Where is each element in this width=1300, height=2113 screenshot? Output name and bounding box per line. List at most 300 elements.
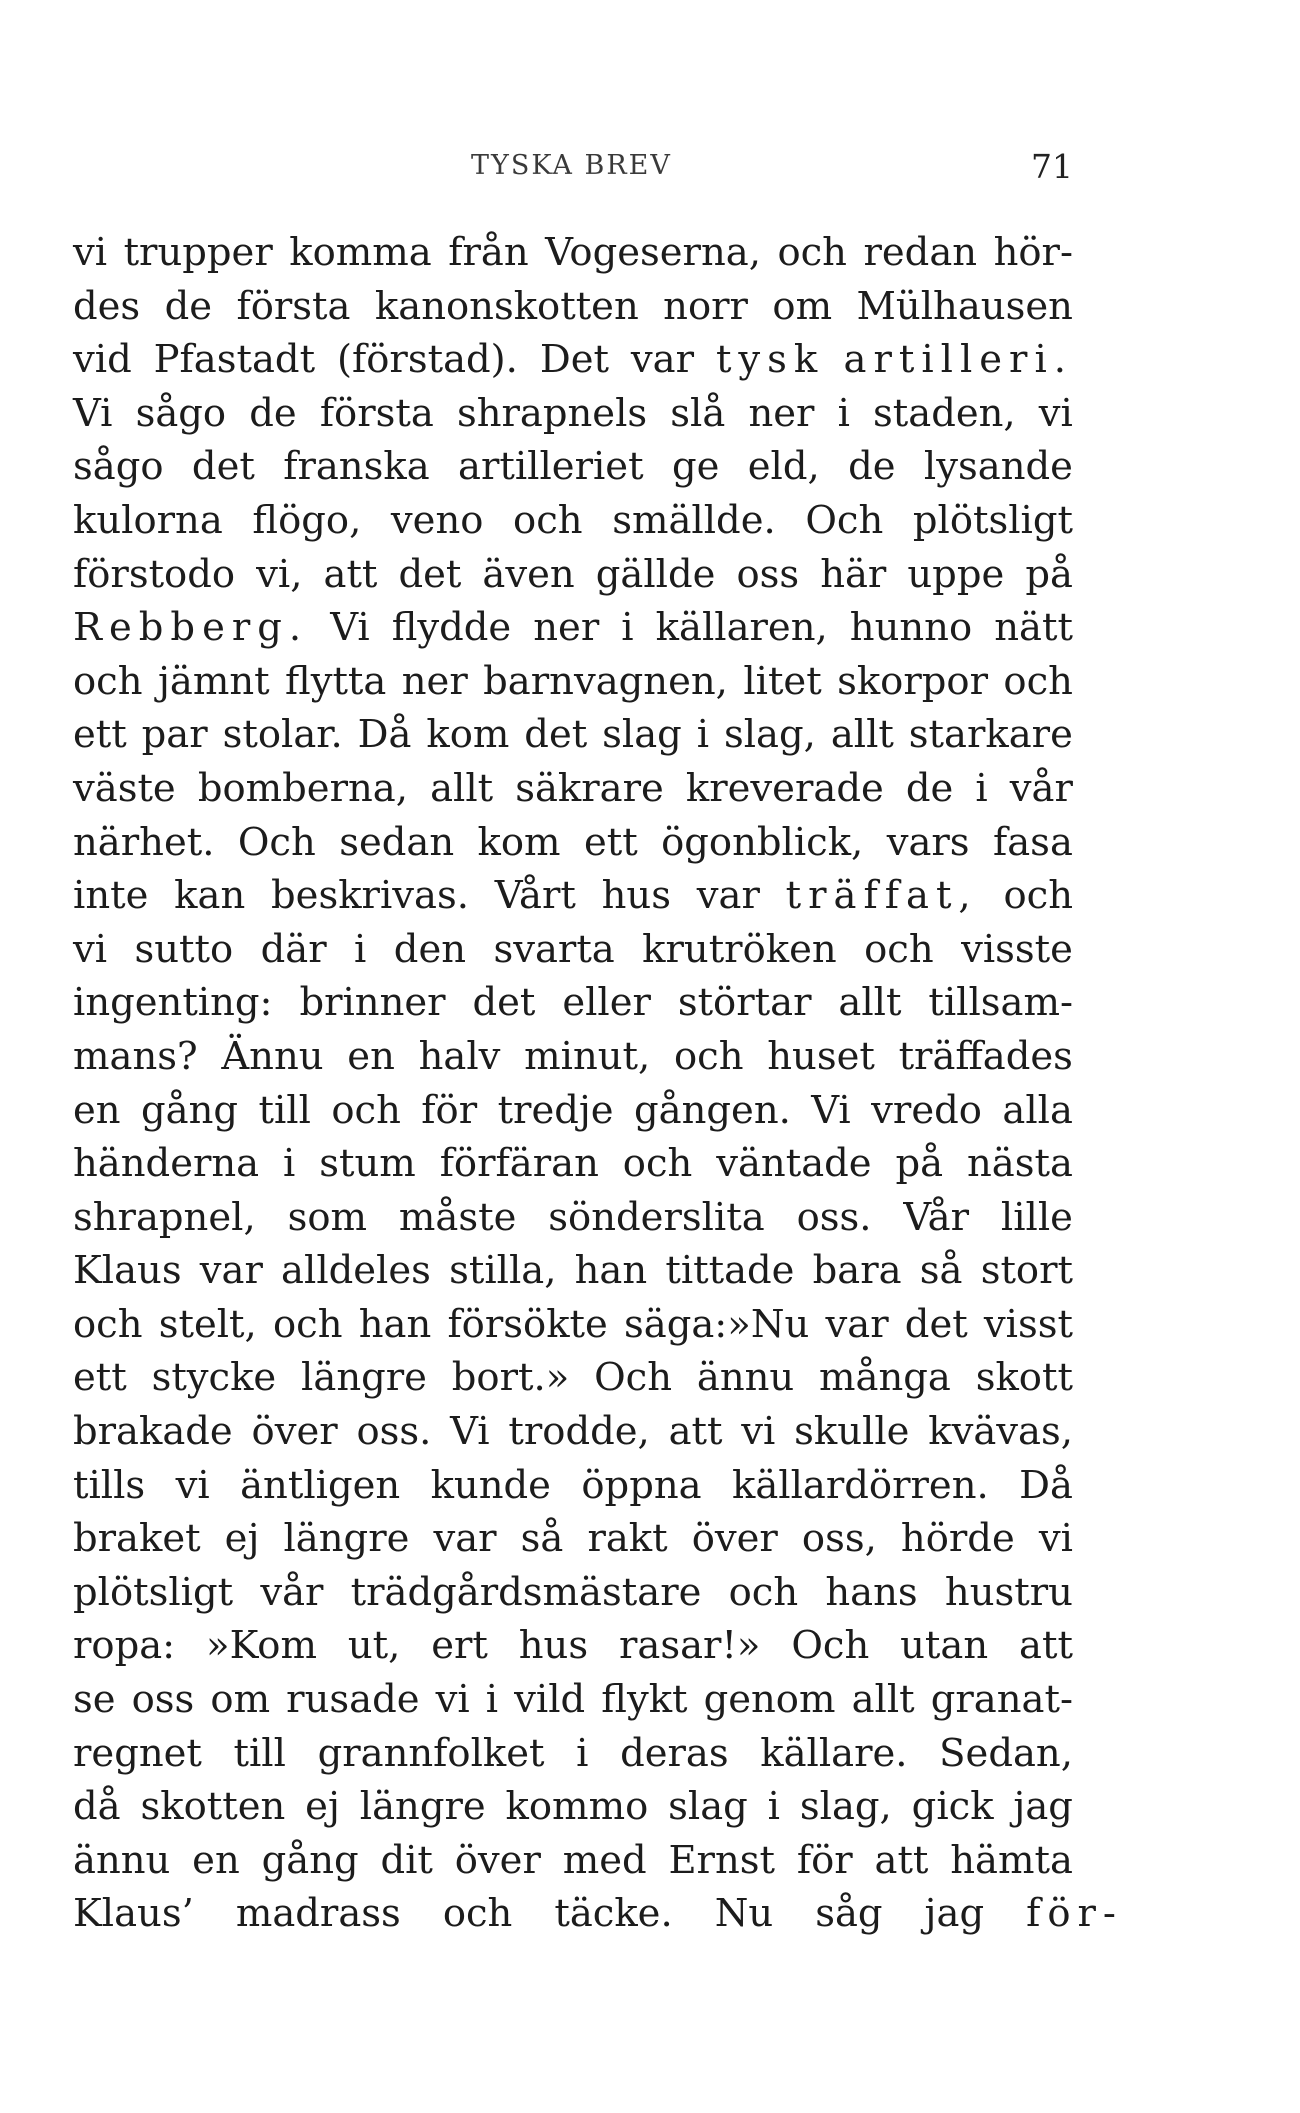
word: stilla, xyxy=(449,1248,557,1294)
word: hör- xyxy=(993,230,1073,275)
word: kom xyxy=(426,712,510,758)
word: måste xyxy=(398,1194,517,1240)
word: stolar. xyxy=(222,712,343,758)
word: bara xyxy=(812,1248,902,1294)
word: hus xyxy=(518,1623,589,1669)
word: det xyxy=(398,551,462,597)
word: de xyxy=(164,283,213,329)
word: regnet xyxy=(73,1730,202,1776)
word: kvävas, xyxy=(928,1409,1073,1455)
word: oss xyxy=(131,1677,195,1723)
word: och xyxy=(1003,658,1073,704)
word: träffat, xyxy=(785,873,978,919)
word: bomberna, xyxy=(197,765,408,811)
word: oss. xyxy=(356,1409,432,1455)
word: och xyxy=(73,1301,143,1347)
word: gång xyxy=(261,1837,359,1883)
word: Mülhausen xyxy=(856,283,1073,329)
word: hans xyxy=(825,1569,918,1615)
word: Vogeserna, xyxy=(545,230,761,275)
word: hustru xyxy=(944,1569,1073,1615)
word: vi xyxy=(175,1462,210,1508)
word: kulorna xyxy=(73,497,223,543)
word: han xyxy=(358,1301,432,1347)
word: öppna xyxy=(581,1462,702,1508)
word: starkare xyxy=(908,712,1073,758)
word: var xyxy=(433,1516,497,1562)
word: Klaus’ xyxy=(73,1891,194,1937)
word: rakt xyxy=(587,1516,668,1562)
text-line xyxy=(73,1459,1073,1513)
word: vår xyxy=(260,1569,324,1615)
word: visst xyxy=(983,1301,1073,1347)
word: Klaus xyxy=(73,1248,182,1294)
word: lille xyxy=(1000,1194,1073,1240)
word: det xyxy=(524,712,588,758)
word: om xyxy=(772,283,833,329)
word: kreverade xyxy=(685,765,884,811)
word: minut, xyxy=(524,1033,651,1079)
word: var xyxy=(825,1301,889,1347)
word: var xyxy=(696,873,760,919)
word: i xyxy=(621,605,634,651)
word: ge xyxy=(671,444,720,490)
word: ner xyxy=(533,605,600,651)
word: och xyxy=(331,1087,401,1133)
word: väntade xyxy=(716,1141,872,1187)
word: stycke xyxy=(151,1355,277,1401)
word: i xyxy=(485,1677,499,1723)
word: flögo, xyxy=(252,497,362,543)
text-line xyxy=(73,333,1073,387)
word: vi xyxy=(1038,1516,1073,1562)
word: tillsam- xyxy=(928,980,1073,1026)
word: gällde xyxy=(595,551,716,597)
word: vi xyxy=(741,1409,776,1455)
word: allt xyxy=(830,712,894,758)
word: i xyxy=(576,1730,589,1776)
word: trodde, xyxy=(508,1409,650,1455)
word: och xyxy=(73,658,143,704)
text-line xyxy=(73,976,1073,1030)
word: det xyxy=(472,980,536,1026)
word: sutto xyxy=(134,926,234,972)
word: »Kom xyxy=(206,1623,317,1669)
word: skulle xyxy=(794,1409,910,1455)
word: träffades xyxy=(898,1033,1073,1079)
text-line xyxy=(73,387,1073,441)
word: allt xyxy=(838,980,902,1026)
text-line xyxy=(73,1030,1073,1084)
word: Vi xyxy=(330,605,370,651)
page-number: 71 xyxy=(1031,147,1073,186)
text-line xyxy=(73,494,1073,548)
word: över xyxy=(691,1516,778,1562)
word: trädgårdsmästare xyxy=(350,1569,702,1615)
word: oss. xyxy=(796,1194,872,1240)
word: hus xyxy=(601,873,671,919)
word: nätt xyxy=(994,605,1073,651)
word: se xyxy=(73,1677,116,1723)
word: en xyxy=(73,1087,121,1133)
word: att xyxy=(874,1837,929,1883)
word: mans? xyxy=(73,1033,198,1079)
word: stelt, xyxy=(158,1301,257,1347)
word: redan xyxy=(863,230,978,275)
word: var xyxy=(630,337,695,383)
word: den xyxy=(393,926,467,972)
text-line xyxy=(73,762,1073,816)
text-line xyxy=(73,1351,1073,1405)
word: fasa xyxy=(992,819,1073,865)
word: Och xyxy=(594,1355,673,1401)
running-head: TYSKA BREV xyxy=(471,150,672,181)
word: till xyxy=(258,1087,311,1133)
word: dit xyxy=(380,1837,433,1883)
word: artilleriet xyxy=(458,444,644,490)
word: staden, xyxy=(873,390,1016,436)
word: vår xyxy=(1009,765,1073,811)
word: på xyxy=(895,1141,944,1187)
word: ett xyxy=(73,1355,127,1401)
word: litet xyxy=(743,658,822,704)
word: Och xyxy=(237,819,316,865)
word: de xyxy=(249,390,297,436)
word: att xyxy=(1019,1623,1073,1669)
word: flytta xyxy=(285,658,387,704)
word: veno xyxy=(390,497,484,543)
word: sönderslita xyxy=(548,1194,765,1240)
word: vi xyxy=(435,1677,470,1723)
word: franska xyxy=(283,444,430,490)
word: oss xyxy=(736,551,800,597)
word: vi xyxy=(1038,390,1073,436)
word: krutröken xyxy=(642,926,837,972)
word: det xyxy=(191,444,255,490)
word: händerna xyxy=(73,1141,260,1187)
text-line xyxy=(73,1137,1073,1191)
word: förstodo xyxy=(73,551,236,597)
word: hunno xyxy=(849,605,973,651)
text-line xyxy=(73,226,1073,280)
word: vi xyxy=(73,230,108,275)
word: brakade xyxy=(73,1409,233,1455)
word: skorpor xyxy=(837,658,988,704)
word: och xyxy=(442,1891,513,1937)
word: tysk artilleri. xyxy=(715,337,1073,383)
word: alldeles xyxy=(281,1248,431,1294)
word: ner xyxy=(748,390,815,436)
word: Och xyxy=(805,497,884,543)
word: slag, xyxy=(799,1784,892,1830)
word: med xyxy=(562,1837,647,1883)
word: (förstad). xyxy=(336,337,518,383)
text-line xyxy=(73,1780,1073,1834)
word: att xyxy=(668,1409,723,1455)
word: halv xyxy=(418,1033,501,1079)
word: i xyxy=(354,926,367,972)
word: att xyxy=(323,551,378,597)
word: en xyxy=(347,1033,395,1079)
word: kom xyxy=(477,819,561,865)
word: hörde xyxy=(900,1516,1015,1562)
text-line xyxy=(73,601,1073,655)
word: och xyxy=(864,926,934,972)
word: skott xyxy=(975,1355,1073,1401)
word: även xyxy=(482,551,575,597)
word: smällde. xyxy=(612,497,776,543)
word: grannfolket xyxy=(317,1730,545,1776)
word: längre xyxy=(301,1355,427,1401)
word: rusade xyxy=(286,1677,420,1723)
word: svarta xyxy=(493,926,615,972)
text-line xyxy=(73,1244,1073,1298)
word: många xyxy=(819,1355,951,1401)
word: förfäran xyxy=(439,1141,599,1187)
word: vi xyxy=(73,926,108,972)
word: jag xyxy=(1013,1784,1073,1830)
word: nästa xyxy=(966,1141,1073,1187)
word: visste xyxy=(961,926,1073,972)
word: täcke. xyxy=(554,1891,673,1937)
word: såg xyxy=(815,1891,883,1937)
text-line xyxy=(73,1084,1073,1138)
word: källare. xyxy=(760,1730,908,1776)
word: Rebberg. xyxy=(73,605,309,651)
word: ner xyxy=(401,658,468,704)
word: huset xyxy=(767,1033,875,1079)
word: ej xyxy=(224,1516,260,1562)
word: i xyxy=(975,765,988,811)
word: tills xyxy=(73,1462,146,1508)
word: som xyxy=(287,1194,368,1240)
word: och xyxy=(513,497,583,543)
word: källaren, xyxy=(655,605,828,651)
word: Nu xyxy=(714,1891,774,1937)
word: första xyxy=(319,390,434,436)
word: första xyxy=(236,283,351,329)
text-line xyxy=(73,1727,1073,1781)
word: källardörren. xyxy=(732,1462,989,1508)
word: sågo xyxy=(73,444,164,490)
word: plötsligt xyxy=(912,497,1073,543)
text-line xyxy=(73,440,1073,494)
word: oss, xyxy=(801,1516,877,1562)
word: ej xyxy=(305,1784,340,1830)
word: längre xyxy=(283,1516,410,1562)
word: för xyxy=(421,1087,478,1133)
word: slag, xyxy=(723,712,816,758)
word: eller xyxy=(562,980,651,1026)
word: plötsligt xyxy=(73,1569,234,1615)
word: vars xyxy=(886,819,970,865)
word: gång xyxy=(141,1087,239,1133)
word: Vårt xyxy=(494,873,576,919)
word: granat- xyxy=(930,1677,1073,1723)
word: Ännu xyxy=(221,1033,324,1079)
word: äntligen xyxy=(240,1462,401,1508)
word: Vår xyxy=(903,1194,970,1240)
word: ögonblick, xyxy=(661,819,864,865)
word: shrapnels xyxy=(456,390,648,436)
word: jämnt xyxy=(157,658,270,704)
word: kommo xyxy=(505,1784,649,1830)
word: bort.» xyxy=(451,1355,570,1401)
word: ut, xyxy=(347,1623,401,1669)
word: över xyxy=(454,1837,541,1883)
word: flydde xyxy=(391,605,512,651)
word: beskrivas. xyxy=(271,873,469,919)
word: vid xyxy=(73,337,132,383)
word: Vi xyxy=(73,390,113,436)
word: trupper xyxy=(123,230,273,275)
text-line xyxy=(73,1673,1073,1727)
word: var xyxy=(199,1248,263,1294)
text-line xyxy=(73,1191,1073,1245)
text-line xyxy=(73,280,1073,334)
word: störtar xyxy=(677,980,812,1026)
word: från xyxy=(448,230,529,275)
text-line xyxy=(73,655,1073,709)
word: stort xyxy=(980,1248,1073,1294)
word: och xyxy=(622,1141,693,1187)
text-line xyxy=(73,1887,1123,1941)
word: Vi xyxy=(811,1087,851,1133)
word: för xyxy=(796,1837,853,1883)
word: Ernst xyxy=(668,1837,775,1883)
word: i xyxy=(837,390,850,436)
word: slag xyxy=(602,712,682,758)
word: så xyxy=(919,1248,963,1294)
word: allt xyxy=(430,765,494,811)
word: han xyxy=(574,1248,648,1294)
text-line xyxy=(73,923,1073,977)
word: slag xyxy=(668,1784,748,1830)
text-line xyxy=(73,869,1073,923)
word: par xyxy=(141,712,208,758)
word: tredje xyxy=(497,1087,614,1133)
word: så xyxy=(520,1516,564,1562)
word: ett xyxy=(583,819,638,865)
word: ett xyxy=(73,712,127,758)
word: eld, xyxy=(747,444,820,490)
text-line xyxy=(73,1566,1073,1620)
word: madrass xyxy=(235,1891,401,1937)
word: Då xyxy=(357,712,412,758)
word: braket xyxy=(73,1516,201,1562)
word: tittade xyxy=(665,1248,795,1294)
word: inte xyxy=(73,873,149,919)
word: kunde xyxy=(430,1462,551,1508)
word: barnvagnen, xyxy=(483,658,728,704)
word: lysande xyxy=(923,444,1073,490)
text-line xyxy=(73,708,1073,762)
word: väste xyxy=(73,765,176,811)
word: då xyxy=(73,1784,121,1830)
word: slå xyxy=(670,390,726,436)
word: ert xyxy=(431,1623,488,1669)
word: vild xyxy=(514,1677,586,1723)
word: Och xyxy=(791,1623,870,1669)
word: gick xyxy=(911,1784,994,1830)
word: närhet. xyxy=(73,819,215,865)
word: Sedan, xyxy=(939,1730,1073,1776)
word: om xyxy=(210,1677,271,1723)
body-text xyxy=(73,226,1123,1941)
word: jag xyxy=(924,1891,985,1937)
word: allt xyxy=(851,1677,915,1723)
word: utan xyxy=(900,1623,989,1669)
word: och xyxy=(1003,873,1073,919)
word: ropa: xyxy=(73,1623,176,1669)
word: kan xyxy=(174,873,246,919)
text-line xyxy=(73,1619,1073,1673)
word: ännu xyxy=(696,1355,795,1401)
text-line xyxy=(73,816,1073,870)
word: komma xyxy=(289,230,432,275)
word: i xyxy=(283,1141,296,1187)
word: de xyxy=(848,444,896,490)
text-line xyxy=(73,1298,1073,1352)
word: här xyxy=(820,551,887,597)
word: och xyxy=(777,230,847,275)
word: ännu xyxy=(73,1837,171,1883)
word: flykt xyxy=(601,1677,688,1723)
word: säkrare xyxy=(515,765,664,811)
word: det xyxy=(904,1301,968,1347)
word: vi, xyxy=(256,551,303,597)
word: deras xyxy=(620,1730,729,1776)
text-line xyxy=(73,548,1073,602)
word: genom xyxy=(703,1677,836,1723)
page-header xyxy=(73,147,1073,190)
word: sågo xyxy=(135,390,227,436)
word: Pfastadt xyxy=(153,337,316,383)
word: hämta xyxy=(950,1837,1073,1883)
word: rasar!» xyxy=(618,1623,761,1669)
word: vredo xyxy=(871,1087,982,1133)
word: där xyxy=(260,926,327,972)
text-line xyxy=(73,1834,1073,1888)
word: till xyxy=(233,1730,286,1776)
word: sedan xyxy=(339,819,455,865)
word: Vi xyxy=(450,1409,490,1455)
word: norr xyxy=(663,283,748,329)
word: för- xyxy=(1026,1891,1123,1937)
word: de xyxy=(905,765,954,811)
text-line xyxy=(73,1405,1073,1459)
word: och xyxy=(728,1569,799,1615)
word: des xyxy=(73,283,141,329)
word: försökte xyxy=(447,1301,608,1347)
word: säga:»Nu xyxy=(623,1301,810,1347)
word: i xyxy=(696,712,710,758)
word: och xyxy=(272,1301,343,1347)
word: på xyxy=(1025,551,1073,597)
word: kanonskotten xyxy=(374,283,639,329)
word: Det xyxy=(539,337,609,383)
word: över xyxy=(251,1409,338,1455)
word: alla xyxy=(1002,1087,1073,1133)
word: skotten xyxy=(140,1784,286,1830)
word: längre xyxy=(359,1784,486,1830)
word: uppe xyxy=(907,551,1005,597)
word: och xyxy=(673,1033,744,1079)
word: brinner xyxy=(299,980,446,1026)
word: stum xyxy=(319,1141,416,1187)
word: shrapnel, xyxy=(73,1194,256,1240)
word: Då xyxy=(1019,1462,1073,1508)
